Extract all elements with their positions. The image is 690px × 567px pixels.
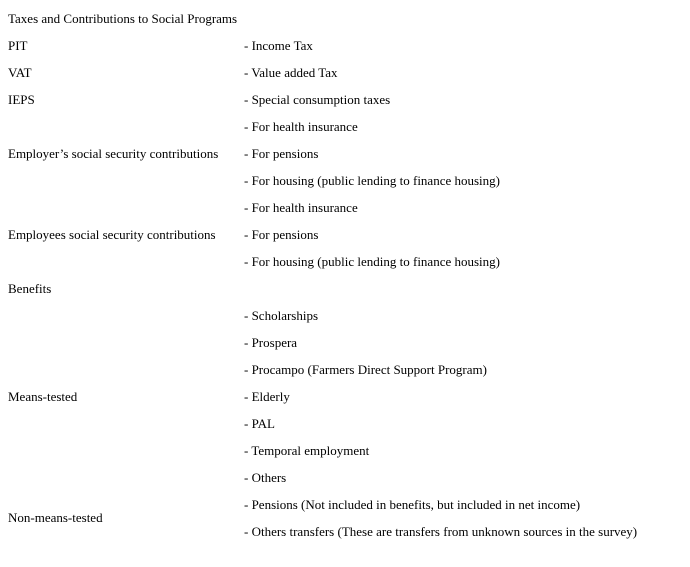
row-description: - Others transfers (These are transfers from unknown sources in the survey)	[244, 524, 638, 539]
table-row	[0, 221, 690, 248]
non-means-tested-label: Non-means-tested	[8, 510, 103, 525]
row-description: - For health insurance	[244, 200, 358, 215]
table-row	[0, 464, 690, 491]
row-description: - For housing (public lending to finance housing)	[244, 254, 500, 269]
row-label: IEPS	[8, 92, 35, 107]
table-row	[0, 59, 690, 86]
table-row	[0, 437, 690, 464]
row-description: - Procampo (Farmers Direct Support Program)	[244, 362, 487, 377]
row-label: Means-tested	[8, 389, 78, 404]
table-row	[0, 491, 690, 518]
table-row	[0, 194, 690, 221]
row-description: - Others	[244, 470, 287, 485]
table-row	[0, 86, 690, 113]
row-label: VAT	[8, 65, 32, 80]
table-row	[0, 32, 690, 59]
row-description: - Temporal employment	[244, 443, 370, 458]
row-description: - For pensions	[244, 227, 319, 242]
row-description: - Pensions (Not included in benefits, but included in net income)	[244, 497, 581, 512]
table-title: Taxes and Contributions to Social Programs	[8, 11, 238, 26]
row-description: - For health insurance	[244, 119, 358, 134]
table-row	[0, 248, 690, 275]
row-description: - Prospera	[244, 335, 298, 350]
table-row	[0, 167, 690, 194]
table-row	[0, 356, 690, 383]
row-label: Employer’s social security contributions	[8, 146, 219, 161]
row-description: - For pensions	[244, 146, 319, 161]
row-description: - Scholarships	[244, 308, 319, 323]
table-row	[0, 518, 690, 545]
table-row	[0, 275, 690, 302]
table-row	[0, 410, 690, 437]
table-title-row	[0, 5, 690, 32]
row-description: - Income Tax	[244, 38, 313, 53]
row-description: - Elderly	[244, 389, 290, 404]
row-description: - Value added Tax	[244, 65, 338, 80]
table-row	[0, 329, 690, 356]
row-label: Employees social security contributions	[8, 227, 216, 242]
table-row	[0, 140, 690, 167]
section-heading: Benefits	[8, 281, 52, 296]
row-description: - PAL	[244, 416, 275, 431]
row-description: - For housing (public lending to finance housing)	[244, 173, 500, 188]
row-description: - Special consumption taxes	[244, 92, 391, 107]
table-row	[0, 383, 690, 410]
table-row	[0, 113, 690, 140]
table-row	[0, 302, 690, 329]
row-label: PIT	[8, 38, 28, 53]
